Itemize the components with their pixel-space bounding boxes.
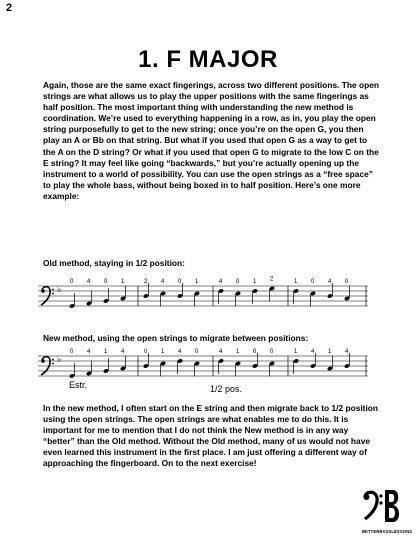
fingering-number: 4 xyxy=(178,349,182,355)
old-method-label: Old method, staying in 1/2 position: xyxy=(43,258,185,268)
fingering-number: 0 xyxy=(270,349,274,355)
estr-annotation: Estr. xyxy=(69,380,88,390)
flat-sign-icon: ♭ xyxy=(57,284,62,294)
page-number: 2 xyxy=(6,2,13,14)
fingering-number: 1 xyxy=(294,279,298,285)
intro-paragraph: Again, those are the same exact fingerings, across two different positions. The open strings are what allows us to play the upper positions with the same fingerings as half position. The most important thing with understanding the new method is coordination. We’re used to everything happening in a row, as in, you play the open string purposefully to get to the new string; once you’re on the open G, you then play an A or Bb on that string. But what if you used that open G as a way to get to the A on the D string? Or what if you used that open G to migrate to the low C on the E string? It may feel like going “backwards,” but you’re actually opening up the instrument to a world of possibility. You can use the open strings as a “free space” to play the whole bass, without being boxed in to half position. Here’s one more example: xyxy=(43,80,380,201)
old-method-notes xyxy=(69,277,350,309)
logo-text: BETTERBASSLESSONS xyxy=(362,529,413,534)
fingering-number: 4 xyxy=(219,349,223,355)
fingering-number: 0 xyxy=(70,279,74,285)
new-method-staff xyxy=(38,344,378,396)
fingering-number: 2 xyxy=(270,276,274,283)
better-bass-lessons-logo xyxy=(362,488,413,534)
fingering-number: 4 xyxy=(87,349,91,355)
fingering-number: 0 xyxy=(104,279,108,285)
fingering-number: 1 xyxy=(236,349,240,355)
fingering-number: 4 xyxy=(345,349,349,355)
fingering-number: 0 xyxy=(144,349,148,355)
fingering-number: 4 xyxy=(219,279,223,285)
fingering-number: 1 xyxy=(195,279,199,285)
new-method-label: New method, using the open strings to migrate between positions: xyxy=(43,333,309,343)
fingering-number: 1 xyxy=(253,279,257,285)
new-method-notes xyxy=(69,349,350,379)
fingering-number: 1 xyxy=(104,349,108,355)
fingering-number: 4 xyxy=(87,279,91,285)
old-method-staff xyxy=(38,274,378,316)
fingering-number: 4 xyxy=(328,279,332,285)
fingering-number: 0 xyxy=(178,279,182,285)
fingering-number: 1 xyxy=(121,279,125,285)
fingering-number: 4 xyxy=(121,349,125,355)
fingering-number: 1 xyxy=(328,349,332,355)
fingering-number: 1 xyxy=(161,349,165,355)
fingering-number: 0 xyxy=(311,279,315,285)
half-position-annotation: 1/2 pos. xyxy=(210,384,243,394)
fingering-number: 0 xyxy=(195,349,199,355)
fingering-number: 4 xyxy=(161,279,165,285)
fingering-number: 0 xyxy=(236,279,240,285)
closing-paragraph: In the new method, I often start on the E string and then migrate back to 1/2 position using the open strings. The open strings are what enables me to do this. It is important for me to mention that I do not think the New method is in any way “better” than the Old method. Without the Old method, many of us would not have even learned this instrument in the first place. I am just offering a different way of approaching the fingerboard. On to the next exercise! xyxy=(43,403,379,469)
logo-icon xyxy=(362,488,406,526)
flat-sign-icon: ♭ xyxy=(57,354,62,364)
fingering-number: 0 xyxy=(70,349,74,355)
fingering-number: 2 xyxy=(144,279,148,285)
fingering-number: 4 xyxy=(311,349,315,355)
page-title: 1. F MAJOR xyxy=(138,46,278,73)
fingering-number: 1 xyxy=(294,349,298,355)
fingering-number: 0 xyxy=(253,349,257,355)
fingering-number: 0 xyxy=(345,279,349,285)
